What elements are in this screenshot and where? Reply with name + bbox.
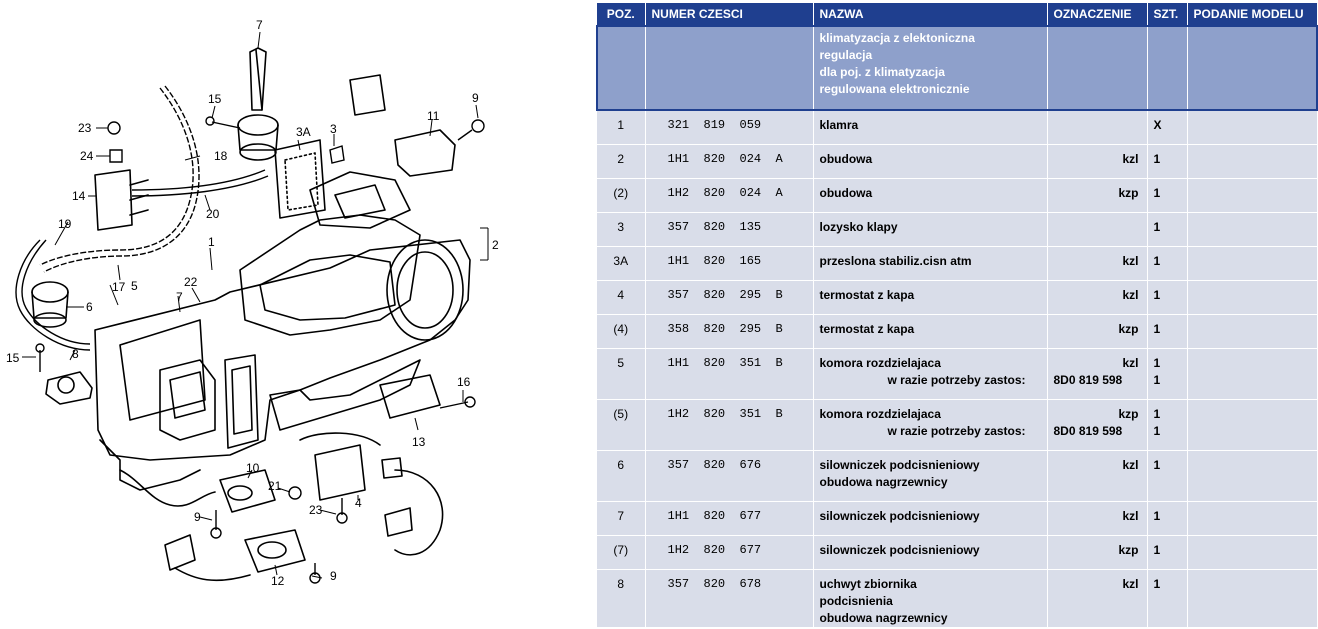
szt-value: 1 [1153,253,1161,268]
cell-szt [1147,450,1187,501]
szt-value: 1 [1153,287,1161,302]
cell-poz: 3A [597,246,645,280]
cell-part-number: 1H2 820 677 [645,535,813,569]
oznaczenie-value: kzl [1122,457,1139,472]
cell-szt [1147,535,1187,569]
header-oznaczenie: OZNACZENIE [1047,3,1147,26]
cell-poz: 4 [597,280,645,314]
cell-part-number: 358 820 295 B [645,314,813,348]
cell-oznaczenie [1047,535,1147,569]
szt-value: 1 [1153,508,1161,523]
nazwa-line: silowniczek podcisnieniowy [819,508,980,523]
cell-part-number: 1H1 820 351 B [645,348,813,399]
table-row [597,348,1317,399]
szt-value: 1 [1153,355,1161,370]
cell-part-number: 357 820 676 [645,450,813,501]
cell-szt [1147,246,1187,280]
cell-oznaczenie [1047,501,1147,535]
callout-20: 20 [206,207,220,221]
cell-podanie [1187,178,1317,212]
intro-cell-empty [1047,26,1147,110]
cell-nazwa [813,246,1047,280]
cell-szt [1147,280,1187,314]
intro-line: klimatyzacja z elektoniczna [819,31,975,45]
cell-podanie [1187,280,1317,314]
cell-part-number: 357 820 295 B [645,280,813,314]
nazwa-line: uchwyt zbiornika [819,576,917,591]
szt-value: 1 [1153,406,1161,421]
intro-line: regulowana elektronicznie [819,82,970,96]
oznaczenie-value: kzl [1122,287,1139,302]
szt-value: 1 [1153,185,1161,200]
oznaczenie-value [1054,219,1139,236]
szt-value: X [1153,118,1162,132]
table-row [597,144,1317,178]
table-header-row [597,3,1317,26]
szt-value: 1 [1153,219,1161,234]
cell-nazwa [813,348,1047,399]
callout-8: 8 [72,347,79,361]
callout-5: 5 [131,279,138,293]
intro-cell-empty [597,26,645,110]
oznaczenie-value: kzl [1122,151,1139,166]
cell-poz: (2) [597,178,645,212]
callout-9c: 9 [330,569,337,583]
nazwa-line: silowniczek podcisnieniowy [819,542,980,557]
oznaczenie-value [1054,117,1139,134]
callout-7b: 7 [176,290,183,304]
cell-szt [1147,501,1187,535]
alternative-part-number: 8D0 819 598 [1053,423,1123,438]
cell-podanie [1187,569,1317,627]
screw-parts [36,117,484,583]
cell-nazwa [813,314,1047,348]
cell-oznaczenie [1047,348,1147,399]
intro-line: dla poj. z klimatyzacja [819,65,945,79]
callout-23a: 23 [78,121,92,135]
cell-szt [1147,110,1187,144]
table-row [597,246,1317,280]
cell-nazwa [813,178,1047,212]
callout-6: 6 [86,300,93,314]
cell-poz: 7 [597,501,645,535]
oznaczenie-value: kzl [1122,253,1139,268]
cell-podanie [1187,314,1317,348]
table-row [597,110,1317,144]
oznaczenie-value: kzp [1118,406,1139,421]
cell-szt [1147,314,1187,348]
cell-poz: (4) [597,314,645,348]
cell-nazwa [813,212,1047,246]
cell-poz: 1 [597,110,645,144]
callout-3: 3 [330,122,337,136]
cell-part-number: 321 819 059 [645,110,813,144]
cell-szt [1147,212,1187,246]
intro-cell-empty [1187,26,1317,110]
oznaczenie-value: kzp [1118,542,1139,557]
cell-podanie [1187,535,1317,569]
callout-15b: 15 [6,351,20,365]
oznaczenie-value: kzl [1122,355,1139,370]
cell-oznaczenie [1047,144,1147,178]
cell-nazwa [813,535,1047,569]
intro-row [597,26,1317,110]
callout-9b: 9 [194,510,201,524]
cell-oznaczenie [1047,110,1147,144]
cell-podanie [1187,212,1317,246]
callout-23b: 23 [309,503,323,517]
callout-2: 2 [492,238,499,252]
oznaczenie-value: kzl [1122,508,1139,523]
cell-nazwa [813,569,1047,627]
callout-11: 11 [427,109,440,123]
exploded-parts-diagram [0,0,590,629]
alternative-part-number: 8D0 819 598 [1053,372,1123,387]
cell-part-number: 357 820 135 [645,212,813,246]
cell-szt [1147,144,1187,178]
nazwa-line: komora rozdzielajaca [819,355,941,370]
callout-9a: 9 [472,91,479,105]
cell-oznaczenie [1047,569,1147,627]
nazwa-line: podcisnienia [819,593,893,608]
cell-part-number: 1H2 820 024 A [645,178,813,212]
table-row [597,314,1317,348]
header-podanie: PODANIE MODELU [1187,3,1317,26]
szt-value: 1 [1153,457,1161,472]
callout-14: 14 [72,189,86,203]
cell-poz: 3 [597,212,645,246]
callout-10: 10 [246,461,260,475]
oznaczenie-value: kzl [1122,576,1139,591]
cell-nazwa [813,280,1047,314]
alternative-note: w razie potrzeby zastos: [887,372,1026,387]
cell-part-number: 357 820 678 [645,569,813,627]
callout-22: 22 [184,275,198,289]
nazwa-line: termostat z kapa [819,321,915,336]
oznaczenie-value: kzp [1118,321,1139,336]
cell-part-number: 1H1 820 165 [645,246,813,280]
cell-oznaczenie [1047,450,1147,501]
cell-podanie [1187,144,1317,178]
callout-17: 17 [112,280,126,294]
header-szt: SZT. [1147,3,1187,26]
intro-cell-empty [645,26,813,110]
callout-15a: 15 [208,92,222,106]
oznaczenie-value: kzp [1118,185,1139,200]
cell-nazwa [813,450,1047,501]
cell-poz: 2 [597,144,645,178]
callout-4: 4 [355,496,362,510]
callout-16: 16 [457,375,471,389]
cell-oznaczenie [1047,280,1147,314]
intro-line: regulacja [819,48,873,62]
callout-13: 13 [412,435,426,449]
cell-part-number: 1H1 820 677 [645,501,813,535]
szt-value: 1 [1153,151,1161,166]
nazwa-line: obudowa [819,151,873,166]
table-row [597,399,1317,450]
cell-szt [1147,399,1187,450]
table-row [597,569,1317,627]
cell-podanie [1187,348,1317,399]
callout-3a: 3A [296,125,311,139]
header-nazwa: NAZWA [813,3,1047,26]
table-row [597,501,1317,535]
cell-nazwa [813,399,1047,450]
header-poz: POZ. [597,3,645,26]
cell-podanie [1187,110,1317,144]
nazwa-line: obudowa [819,185,873,200]
callout-18: 18 [214,149,228,163]
nazwa-line: przeslona stabiliz.cisn atm [819,253,972,268]
cell-nazwa [813,501,1047,535]
nazwa-line: silowniczek podcisnieniowy [819,457,980,472]
cell-podanie [1187,501,1317,535]
table-row [597,535,1317,569]
cell-poz: 5 [597,348,645,399]
cell-oznaczenie [1047,246,1147,280]
alternative-szt: 1 [1153,372,1161,387]
cell-oznaczenie [1047,314,1147,348]
intro-description [813,26,1047,110]
table-row [597,450,1317,501]
szt-value: 1 [1153,576,1161,591]
alternative-szt: 1 [1153,423,1161,438]
cell-szt [1147,178,1187,212]
cell-nazwa [813,144,1047,178]
table-row [597,280,1317,314]
cell-part-number: 1H2 820 351 B [645,399,813,450]
cell-oznaczenie [1047,399,1147,450]
nazwa-line: komora rozdzielajaca [819,406,941,421]
callout-1: 1 [208,235,215,249]
cell-podanie [1187,246,1317,280]
cell-oznaczenie [1047,212,1147,246]
cell-poz: 6 [597,450,645,501]
cell-nazwa [813,110,1047,144]
nazwa-line: klamra [819,118,859,132]
cell-szt [1147,569,1187,627]
nazwa-line: lozysko klapy [819,219,898,234]
cell-poz: (7) [597,535,645,569]
cell-szt [1147,348,1187,399]
table-row [597,178,1317,212]
cell-poz: 8 [597,569,645,627]
nazwa-line: obudowa nagrzewnicy [819,610,948,625]
cell-part-number: 1H1 820 024 A [645,144,813,178]
callout-24: 24 [80,149,94,163]
alternative-note: w razie potrzeby zastos: [887,423,1026,438]
intro-cell-empty [1147,26,1187,110]
parts-table [596,3,1318,628]
szt-value: 1 [1153,542,1161,557]
header-numer: NUMER CZESCI [645,3,813,26]
cell-oznaczenie [1047,178,1147,212]
cell-podanie [1187,399,1317,450]
cell-poz: (5) [597,399,645,450]
table-row [597,212,1317,246]
cell-podanie [1187,450,1317,501]
nazwa-line: termostat z kapa [819,287,915,302]
callout-19: 19 [58,217,72,231]
szt-value: 1 [1153,321,1161,336]
callout-21: 21 [268,479,282,493]
nazwa-line: obudowa nagrzewnicy [819,474,948,489]
callout-12: 12 [271,574,285,588]
callout-7a: 7 [256,18,263,32]
